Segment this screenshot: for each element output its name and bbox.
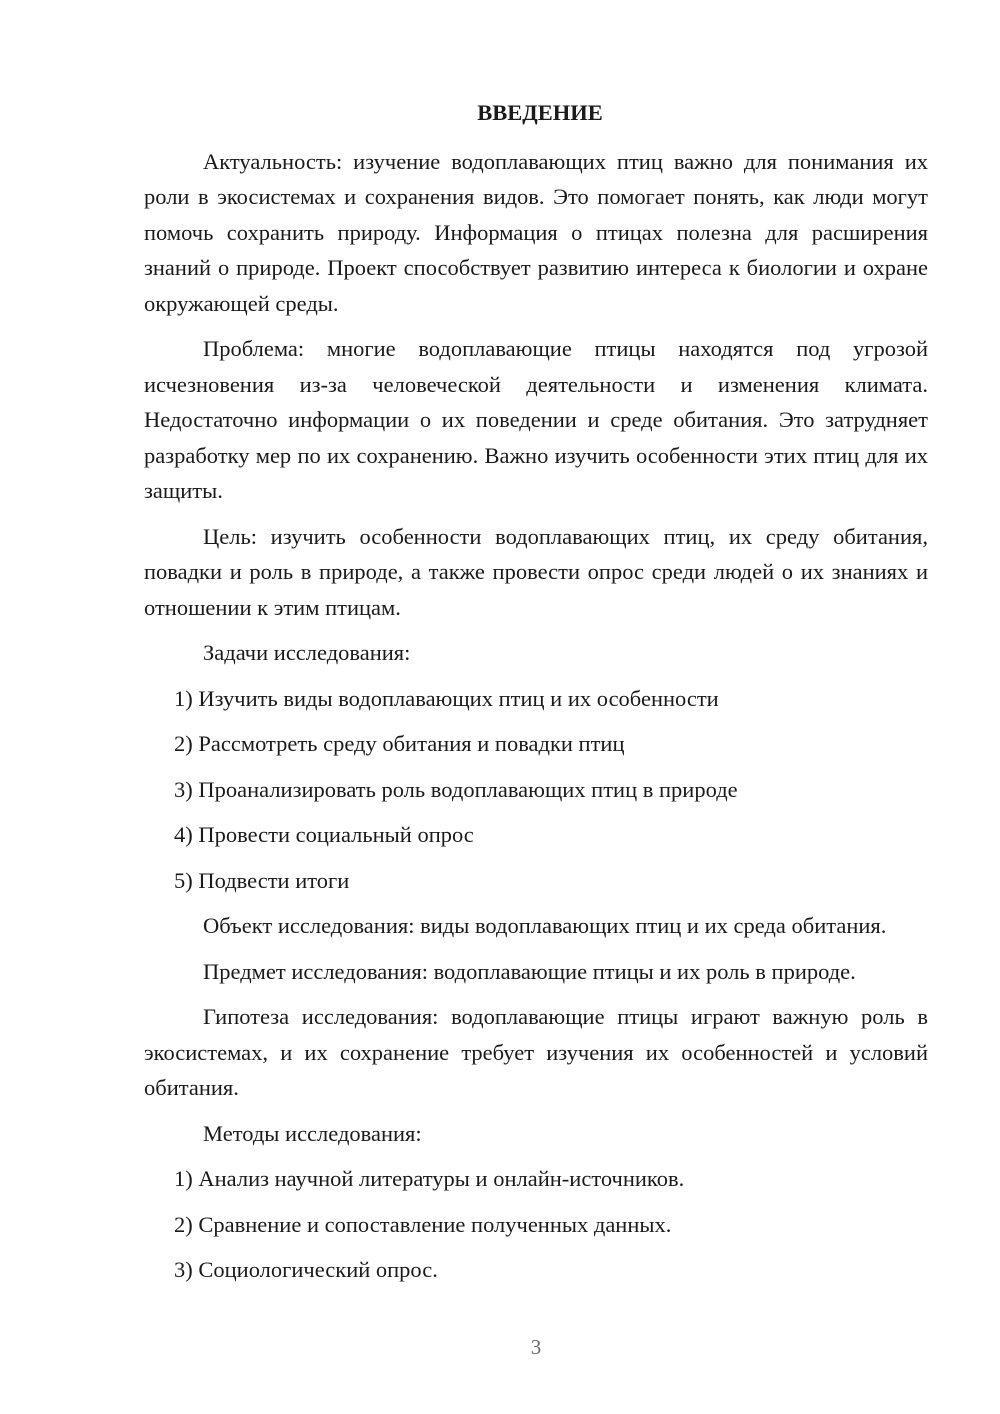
list-item: 2) Рассмотреть среду обитания и повадки птиц xyxy=(174,731,625,756)
page-number: 3 xyxy=(530,1335,542,1359)
hypothesis-paragraph: Гипотеза исследования: водоплавающие птицы играют важную роль в экосистемах, и их сохранение требует изучения их особенностей и условий обитания. xyxy=(144,1004,928,1100)
list-item: 5) Подвести итоги xyxy=(174,867,350,893)
section-title: ВВЕДЕНИЕ xyxy=(477,100,603,125)
relevance-paragraph: Актуальность: изучение водоплавающих птиц важно для понимания их роли в экосистемах и сохранения видов. Это помогает понять, как люди могут помочь сохранить природу. Информация о птицах полезна для расширения знаний о природе. Проект способствует развитию интереса к биологии и охране окружающей среды. xyxy=(144,148,928,316)
problem-paragraph: Проблема: многие водоплавающие птицы находятся под угрозой исчезновения из-за человеческой деятельности и изменения климата. Недостаточно информации о их поведении и среде обитания. Это затрудняет разработку мер по их сохранению. Важно изучить особенности этих птиц для их защиты. xyxy=(144,336,928,503)
list-item: 4) Провести социальный опрос xyxy=(174,822,474,847)
tasks-list xyxy=(144,681,928,899)
object-paragraph: Объект исследования: виды водоплавающих птиц и их среда обитания. xyxy=(203,913,887,938)
subject-paragraph: Предмет исследования: водоплавающие птицы и их роль в природе. xyxy=(203,958,856,984)
list-item: 3) Проанализировать роль водоплавающих птиц в природе xyxy=(174,776,738,802)
page-content xyxy=(144,95,928,1298)
list-item: 1) Анализ научной литературы и онлайн-источников. xyxy=(174,1166,685,1191)
goal-paragraph: Цель: изучить особенности водоплавающих птиц, их среду обитания, повадки и роль в природе, а также провести опрос среди людей о их знаниях и отношении к этим птицам. xyxy=(144,523,928,620)
list-item: 3) Социологический опрос. xyxy=(174,1257,438,1282)
methods-list xyxy=(144,1161,928,1288)
tasks-heading: Задачи исследования: xyxy=(203,640,411,665)
methods-heading: Методы исследования: xyxy=(203,1120,422,1146)
list-item: 1) Изучить виды водоплавающих птиц и их особенности xyxy=(174,685,719,711)
list-item: 2) Сравнение и сопоставление полученных данных. xyxy=(174,1211,672,1237)
